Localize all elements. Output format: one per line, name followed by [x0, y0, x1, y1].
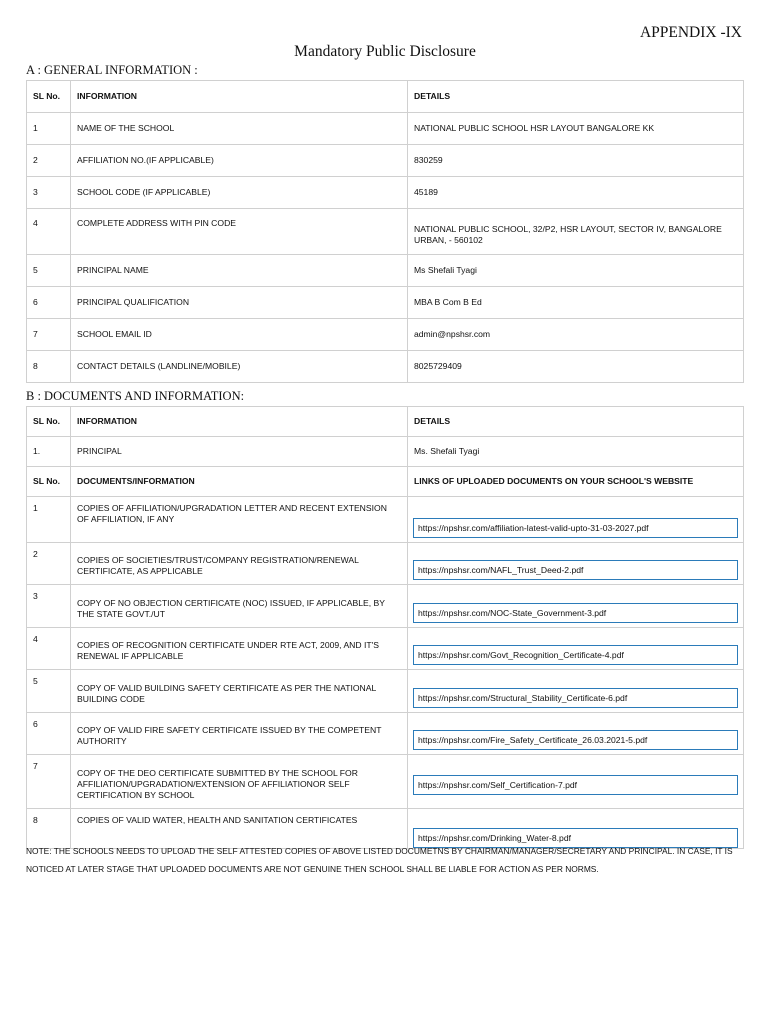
- table-row: [27, 255, 744, 287]
- document-link[interactable]: https://npshsr.com/Fire_Safety_Certificate_26.03.2021-5.pdf: [413, 730, 738, 750]
- document-row: [27, 628, 744, 670]
- row-sl: 7: [27, 755, 71, 809]
- document-link-cell: [408, 585, 744, 628]
- table-row: [27, 351, 744, 383]
- row-info: PRINCIPAL NAME: [71, 255, 408, 287]
- row-sl: 8: [27, 809, 71, 849]
- column-header-sl: SL No.: [27, 81, 71, 113]
- row-info: COMPLETE ADDRESS WITH PIN CODE: [71, 209, 408, 255]
- document-link-cell: [408, 713, 744, 755]
- row-sl: 4: [27, 209, 71, 255]
- document-row: [27, 670, 744, 713]
- row-sl: 6: [27, 713, 71, 755]
- row-details: 830259: [408, 145, 744, 177]
- document-row: [27, 713, 744, 755]
- row-sl: 7: [27, 319, 71, 351]
- column-header-details: DETAILS: [408, 407, 744, 437]
- row-sl: 4: [27, 628, 71, 670]
- disclaimer-note: NOTE: THE SCHOOLS NEEDS TO UPLOAD THE SELF ATTESTED COPIES OF ABOVE LISTED DOCUMETNS BY CHAIRMAN/MANAGER/SECRETARY AND PRINCIPAL. IN CASE, IT IS NOTICED AT LATER STAGE THAT UPLOADED DOCUMENTS ARE NOT GENUINE THEN SCHOOL SHALL BE LIABLE FOR ACTION AS PER NORMS.: [26, 846, 733, 874]
- document-link-cell: [408, 497, 744, 543]
- document-description-line: COPIES OF AFFILIATION/UPGRADATION LETTER AND RECENT EXTENSION: [77, 503, 387, 513]
- column-header-documents: DOCUMENTS/INFORMATION: [71, 467, 408, 497]
- row-details: 45189: [408, 177, 744, 209]
- document-description: COPY OF THE DEO CERTIFICATE SUBMITTED BY THE SCHOOL FOR AFFILIATION/UPGRADATION/EXTENSION OF AFFILIATIONOR SELF CERTIFICATION BY SCHOOL: [71, 755, 408, 809]
- row-sl: 1: [27, 113, 71, 145]
- table-row: [27, 145, 744, 177]
- document-link[interactable]: https://npshsr.com/Structural_Stability_Certificate-6.pdf: [413, 688, 738, 708]
- row-info: SCHOOL EMAIL ID: [71, 319, 408, 351]
- document-link-cell: [408, 628, 744, 670]
- table-row: [27, 113, 744, 145]
- column-header-information: INFORMATION: [71, 407, 408, 437]
- document-description: COPIES OF VALID WATER, HEALTH AND SANITATION CERTIFICATES: [71, 809, 408, 849]
- document-link[interactable]: https://npshsr.com/Self_Certification-7.pdf: [413, 775, 738, 795]
- document-row: [27, 755, 744, 809]
- row-details[interactable]: admin@npshsr.com: [408, 319, 744, 351]
- document-row: [27, 543, 744, 585]
- row-info: CONTACT DETAILS (LANDLINE/MOBILE): [71, 351, 408, 383]
- document-description: COPIES OF SOCIETIES/TRUST/COMPANY REGISTRATION/RENEWAL CERTIFICATE, AS APPLICABLE: [71, 543, 408, 585]
- document-link-cell: [408, 755, 744, 809]
- table-row: [27, 319, 744, 351]
- row-sl: 1: [27, 497, 71, 543]
- document-link[interactable]: https://npshsr.com/Drinking_Water-8.pdf: [413, 828, 738, 848]
- section-a-heading: A : GENERAL INFORMATION :: [26, 63, 198, 77]
- row-sl: 5: [27, 255, 71, 287]
- page-title: Mandatory Public Disclosure: [294, 43, 476, 60]
- document-link[interactable]: https://npshsr.com/Govt_Recognition_Certificate-4.pdf: [413, 645, 738, 665]
- row-info: SCHOOL CODE (IF APPLICABLE): [71, 177, 408, 209]
- row-info: AFFILIATION NO.(IF APPLICABLE): [71, 145, 408, 177]
- row-sl: 5: [27, 670, 71, 713]
- row-info: PRINCIPAL QUALIFICATION: [71, 287, 408, 319]
- row-details: Ms. Shefali Tyagi: [408, 437, 744, 467]
- document-description: COPY OF VALID FIRE SAFETY CERTIFICATE ISSUED BY THE COMPETENT AUTHORITY: [71, 713, 408, 755]
- table-header-row: [27, 407, 744, 437]
- table-row: [27, 177, 744, 209]
- table-row: [27, 287, 744, 319]
- appendix-label: APPENDIX -IX: [639, 24, 742, 41]
- document-link-cell: [408, 543, 744, 585]
- table-row: [27, 209, 744, 255]
- document-description: COPY OF NO OBJECTION CERTIFICATE (NOC) ISSUED, IF APPLICABLE, BY THE STATE GOVT./UT: [71, 585, 408, 628]
- principal-row: [27, 437, 744, 467]
- row-sl: 8: [27, 351, 71, 383]
- document-description: COPY OF VALID BUILDING SAFETY CERTIFICATE AS PER THE NATIONAL BUILDING CODE: [71, 670, 408, 713]
- column-header-links: LINKS OF UPLOADED DOCUMENTS ON YOUR SCHOOL'S WEBSITE: [408, 467, 744, 497]
- row-details: Ms Shefali Tyagi: [408, 255, 744, 287]
- row-sl: 1.: [27, 437, 71, 467]
- row-details: NATIONAL PUBLIC SCHOOL, 32/P2, HSR LAYOUT, SECTOR IV, BANGALORE URBAN, - 560102: [408, 209, 744, 255]
- row-sl: 2: [27, 543, 71, 585]
- row-sl: 3: [27, 585, 71, 628]
- documents-table: [26, 406, 744, 849]
- column-header-information: INFORMATION: [71, 81, 408, 113]
- column-header-sl: SL No.: [27, 407, 71, 437]
- document-description-line: OF AFFILIATION, IF ANY: [77, 514, 175, 524]
- column-header-sl: SL No.: [27, 467, 71, 497]
- document-row: [27, 497, 744, 543]
- document-link[interactable]: https://npshsr.com/NOC-State_Government-3.pdf: [413, 603, 738, 623]
- document-link[interactable]: https://npshsr.com/NAFL_Trust_Deed-2.pdf: [413, 560, 738, 580]
- document-description: COPIES OF RECOGNITION CERTIFICATE UNDER RTE ACT, 2009, AND IT'S RENEWAL IF APPLICABLE: [71, 628, 408, 670]
- row-sl: 3: [27, 177, 71, 209]
- table-header-row: [27, 81, 744, 113]
- row-sl: 2: [27, 145, 71, 177]
- document-description: [71, 497, 408, 543]
- row-sl: 6: [27, 287, 71, 319]
- row-info: PRINCIPAL: [71, 437, 408, 467]
- section-b-heading: B : DOCUMENTS AND INFORMATION:: [26, 389, 245, 403]
- row-details: NATIONAL PUBLIC SCHOOL HSR LAYOUT BANGALORE KK: [408, 113, 744, 145]
- column-header-details: DETAILS: [408, 81, 744, 113]
- documents-header-row: [27, 467, 744, 497]
- row-details: 8025729409: [408, 351, 744, 383]
- document-link[interactable]: https://npshsr.com/affiliation-latest-valid-upto-31-03-2027.pdf: [413, 518, 738, 538]
- row-info: NAME OF THE SCHOOL: [71, 113, 408, 145]
- row-details: MBA B Com B Ed: [408, 287, 744, 319]
- general-information-table: [26, 80, 744, 383]
- document-row: [27, 585, 744, 628]
- document-link-cell: [408, 670, 744, 713]
